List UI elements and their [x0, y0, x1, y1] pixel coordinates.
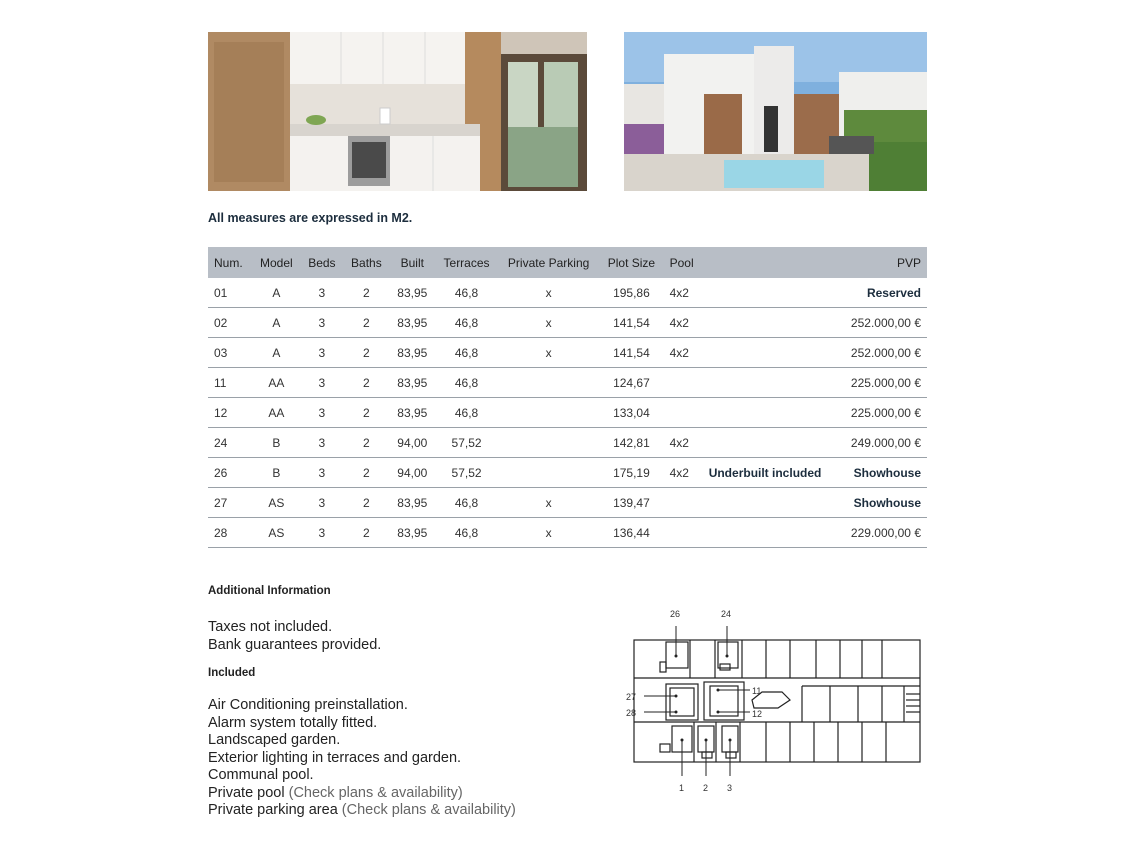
cell-terraces: 46,8: [435, 368, 498, 398]
included-item-text: Air Conditioning preinstallation.: [208, 697, 408, 713]
cell-pool: 4x2: [664, 338, 703, 368]
cell-pvp: Showhouse: [838, 458, 927, 488]
cell-num: 26: [208, 458, 252, 488]
table-header-row: [208, 247, 927, 278]
plan-label-12: 12: [752, 709, 763, 719]
cell-plot-size: 141,54: [599, 308, 663, 338]
cell-model: AS: [252, 488, 300, 518]
table-row: [208, 518, 927, 548]
cell-built: 94,00: [390, 458, 436, 488]
header-num: Num.: [208, 247, 252, 278]
cell-parking: x: [498, 488, 599, 518]
villa-exterior-photo: [624, 32, 927, 191]
cell-built: 94,00: [390, 428, 436, 458]
units-table: [208, 247, 927, 548]
cell-plot-size: 175,19: [599, 458, 663, 488]
cell-built: 83,95: [390, 338, 436, 368]
additional-info-line: Bank guarantees provided.: [208, 636, 382, 653]
cell-extra: [703, 518, 838, 548]
table-row: [208, 398, 927, 428]
included-item: [208, 715, 516, 733]
cell-pool: [664, 488, 703, 518]
included-item-text: Landscaped garden.: [208, 732, 341, 748]
header-plot-size: Plot Size: [599, 247, 663, 278]
cell-beds: 3: [301, 428, 344, 458]
cell-pool: 4x2: [664, 428, 703, 458]
cell-num: 27: [208, 488, 252, 518]
cell-num: 28: [208, 518, 252, 548]
cell-pool: [664, 518, 703, 548]
plan-label-11: 11: [752, 686, 762, 696]
included-item-note: (Check plans & availability): [288, 784, 463, 801]
additional-info-heading: Additional Information: [208, 585, 331, 597]
cell-baths: 2: [343, 458, 389, 488]
plan-label-1: 1: [679, 783, 685, 793]
cell-extra: [703, 428, 838, 458]
cell-plot-size: 195,86: [599, 278, 663, 308]
cell-num: 12: [208, 398, 252, 428]
included-item: [208, 697, 516, 715]
cell-pvp: 252.000,00 €: [838, 308, 927, 338]
cell-built: 83,95: [390, 308, 436, 338]
cell-terraces: 46,8: [435, 338, 498, 368]
cell-pool: 4x2: [664, 458, 703, 488]
cell-pvp: Reserved: [838, 278, 927, 308]
cell-pvp: 225.000,00 €: [838, 398, 927, 428]
header-beds: Beds: [301, 247, 344, 278]
cell-parking: x: [498, 518, 599, 548]
cell-terraces: 57,52: [435, 428, 498, 458]
cell-parking: x: [498, 278, 599, 308]
cell-extra: [703, 338, 838, 368]
additional-info-list: [208, 619, 381, 654]
cell-model: AA: [252, 368, 300, 398]
cell-extra: [703, 308, 838, 338]
header-terraces: Terraces: [435, 247, 498, 278]
cell-terraces: 46,8: [435, 518, 498, 548]
kitchen-interior-photo: [208, 32, 587, 191]
cell-extra: [703, 488, 838, 518]
cell-built: 83,95: [390, 488, 436, 518]
table-row: [208, 428, 927, 458]
cell-terraces: 46,8: [435, 488, 498, 518]
table-row: [208, 368, 927, 398]
table-row: [208, 308, 927, 338]
cell-beds: 3: [301, 278, 344, 308]
cell-plot-size: 142,81: [599, 428, 663, 458]
site-plan-diagram: [620, 604, 924, 796]
cell-baths: 2: [343, 308, 389, 338]
cell-model: B: [252, 458, 300, 488]
cell-num: 11: [208, 368, 252, 398]
table-row: [208, 458, 927, 488]
plan-label-28: 28: [626, 708, 637, 718]
included-list: [208, 697, 516, 820]
measures-note: All measures are expressed in M2.: [208, 211, 413, 225]
cell-model: A: [252, 338, 300, 368]
included-item-note: (Check plans & availability): [341, 802, 516, 818]
cell-model: A: [252, 278, 300, 308]
cell-baths: 2: [343, 278, 389, 308]
cell-plot-size: 139,47: [599, 488, 663, 518]
header-extra: [703, 247, 838, 278]
cell-pool: [664, 368, 703, 398]
cell-baths: 2: [343, 428, 389, 458]
cell-baths: 2: [343, 488, 389, 518]
plan-label-27: 27: [626, 692, 637, 702]
plan-label-3: 3: [727, 783, 733, 793]
header-baths: Baths: [343, 247, 389, 278]
table-row: [208, 278, 927, 308]
included-heading: Included: [208, 667, 256, 679]
included-item: [208, 785, 516, 803]
header-pvp: PVP: [838, 247, 927, 278]
included-item: [208, 750, 516, 768]
cell-parking: x: [498, 308, 599, 338]
cell-extra: [703, 278, 838, 308]
cell-plot-size: 136,44: [599, 518, 663, 548]
cell-parking: [498, 398, 599, 428]
plan-label-2: 2: [703, 783, 709, 793]
table-row: [208, 338, 927, 368]
included-item-text: Communal pool.: [208, 767, 314, 783]
cell-plot-size: 124,67: [599, 368, 663, 398]
cell-beds: 3: [301, 458, 344, 488]
included-item-text: Private parking area: [208, 802, 342, 818]
cell-plot-size: 133,04: [599, 398, 663, 428]
included-item-text: Exterior lighting in terraces and garden.: [208, 749, 462, 766]
cell-pvp: 229.000,00 €: [838, 518, 927, 548]
included-item-text: Alarm system totally fitted.: [208, 714, 378, 731]
header-pool: Pool: [664, 247, 703, 278]
cell-model: AS: [252, 518, 300, 548]
cell-num: 01: [208, 278, 252, 308]
cell-terraces: 46,8: [435, 278, 498, 308]
cell-beds: 3: [301, 488, 344, 518]
cell-model: A: [252, 308, 300, 338]
cell-built: 83,95: [390, 278, 436, 308]
cell-parking: [498, 428, 599, 458]
cell-baths: 2: [343, 398, 389, 428]
header-built: Built: [390, 247, 436, 278]
cell-baths: 2: [343, 338, 389, 368]
cell-parking: [498, 458, 599, 488]
cell-num: 03: [208, 338, 252, 368]
cell-parking: x: [498, 338, 599, 368]
cell-built: 83,95: [390, 398, 436, 428]
cell-pvp: Showhouse: [838, 488, 927, 518]
cell-terraces: 57,52: [435, 458, 498, 488]
plan-label-24: 24: [721, 609, 732, 619]
cell-pool: 4x2: [664, 278, 703, 308]
cell-parking: [498, 368, 599, 398]
cell-beds: 3: [301, 398, 344, 428]
included-item: [208, 802, 516, 820]
cell-extra: [703, 398, 838, 428]
cell-beds: 3: [301, 338, 344, 368]
included-item: [208, 767, 516, 785]
cell-model: AA: [252, 398, 300, 428]
cell-terraces: 46,8: [435, 398, 498, 428]
cell-pvp: 249.000,00 €: [838, 428, 927, 458]
cell-beds: 3: [301, 518, 344, 548]
header-private-parking: Private Parking: [498, 247, 599, 278]
cell-extra: Underbuilt included: [703, 458, 838, 488]
cell-plot-size: 141,54: [599, 338, 663, 368]
included-item-text: Private pool: [208, 784, 289, 801]
cell-baths: 2: [343, 518, 389, 548]
cell-num: 24: [208, 428, 252, 458]
cell-pool: 4x2: [664, 308, 703, 338]
cell-terraces: 46,8: [435, 308, 498, 338]
cell-beds: 3: [301, 308, 344, 338]
header-model: Model: [252, 247, 300, 278]
cell-pvp: 252.000,00 €: [838, 338, 927, 368]
cell-pvp: 225.000,00 €: [838, 368, 927, 398]
cell-baths: 2: [343, 368, 389, 398]
cell-built: 83,95: [390, 368, 436, 398]
additional-info-line: Taxes not included.: [208, 619, 333, 635]
plan-label-26: 26: [670, 609, 681, 619]
included-item: [208, 732, 516, 750]
cell-num: 02: [208, 308, 252, 338]
cell-extra: [703, 368, 838, 398]
cell-model: B: [252, 428, 300, 458]
cell-built: 83,95: [390, 518, 436, 548]
cell-beds: 3: [301, 368, 344, 398]
cell-pool: [664, 398, 703, 428]
table-row: [208, 488, 927, 518]
